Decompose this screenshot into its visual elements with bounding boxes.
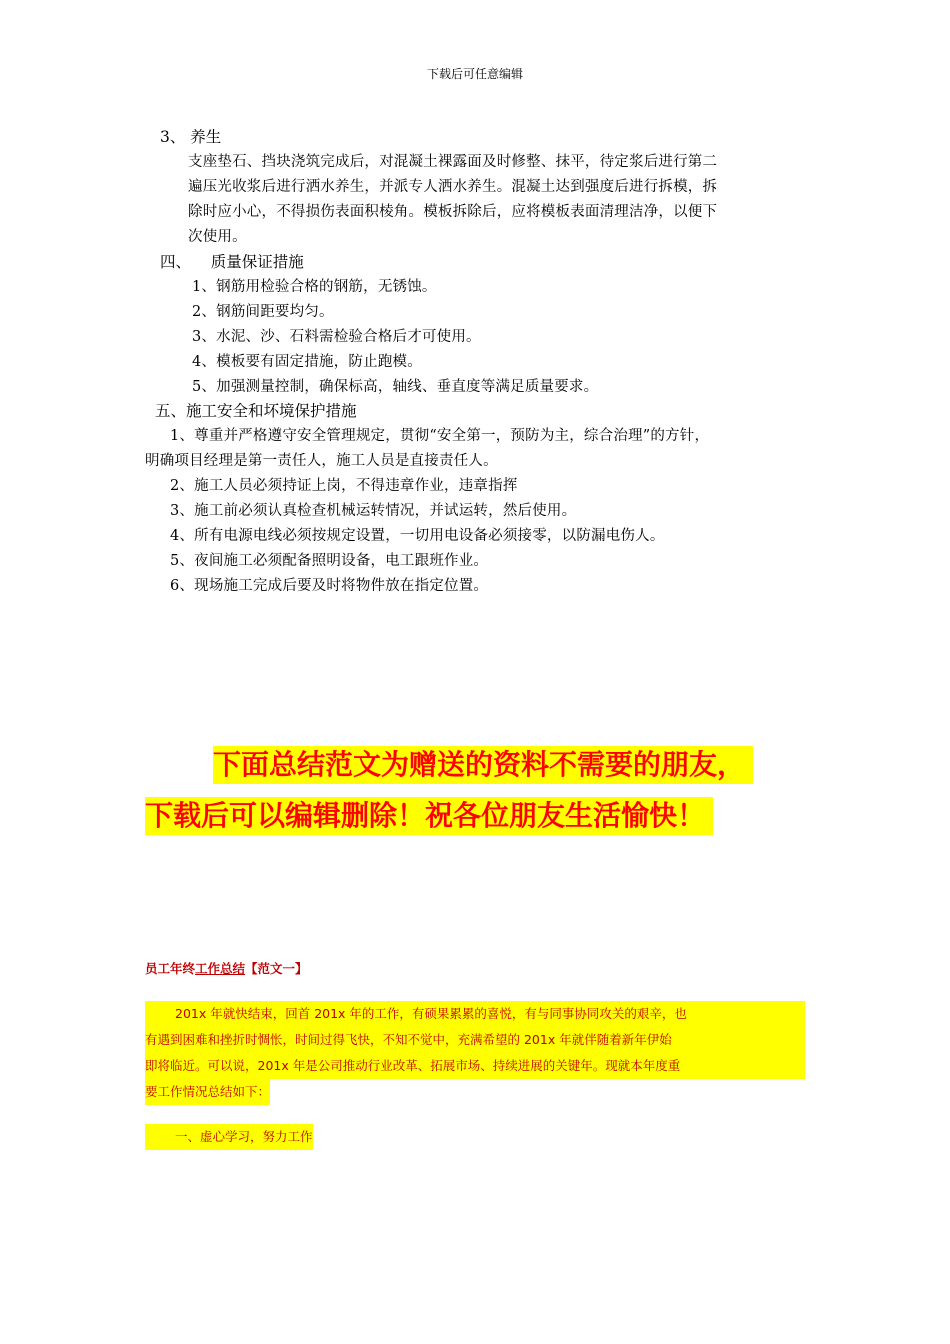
- list-item: 4、模板要有固定措施，防止跑模。: [192, 354, 422, 370]
- notice-line: 下载后可以编辑删除！祝各位朋友生活愉快！: [145, 797, 713, 835]
- paragraph-line: 除时应小心，不得损伤表面积棱角。模板拆除后，应将模板表面清理洁净，以便下: [188, 204, 718, 220]
- list-item: 6、现场施工完成后要及时将物件放在指定位置。: [170, 578, 489, 594]
- page-header: 下载后可任意编辑: [426, 67, 523, 81]
- sample-title: [145, 956, 308, 982]
- list-item: 1、钢筋用检验合格的钢筋，无锈蚀。: [192, 279, 437, 295]
- list-item: 2、钢筋间距要均匀。: [192, 304, 334, 320]
- list-item: 2、施工人员必须持证上岗，不得违章作业，违章指挥: [170, 478, 518, 494]
- section-title: 3、 养生: [160, 128, 222, 146]
- paragraph-line: 即将临近。可以说，201x 年是公司推动行业改革、拓展市场、持续进展的关键年。现就本年度重: [145, 1053, 805, 1079]
- notice-line: 下面总结范文为赠送的资料不需要的朋友，: [213, 746, 753, 784]
- sample-title-underlined: 工作总结: [195, 961, 246, 976]
- paragraph-line: 有遇到困难和挫折时惆怅，时间过得飞快，不知不觉中，充满希望的 201x 年就伴随着新年伊始: [145, 1027, 805, 1053]
- section-title: 四、 质量保证措施: [160, 253, 304, 271]
- sample-heading: 一、虚心学习，努力工作: [145, 1124, 313, 1150]
- sample-title-part: 员工年终: [145, 961, 196, 976]
- list-item: 5、加强测量控制，确保标高，轴线、垂直度等满足质量要求。: [192, 379, 599, 395]
- list-item: 4、所有电源电线必须按规定设置，一切用电设备必须接零，以防漏电伤人。: [170, 528, 665, 544]
- paragraph-line: 支座垫石、挡块浇筑完成后，对混凝土裸露面及时修整、抹平，待定浆后进行第二: [188, 154, 718, 170]
- list-item-continuation: 明确项目经理是第一责任人，施工人员是直接责任人。: [145, 453, 498, 469]
- list-item: 1、尊重并严格遵守安全管理规定，贯彻“安全第一，预防为主，综合治理”的方针，: [170, 428, 710, 444]
- paragraph-line: 次使用。: [188, 229, 247, 245]
- list-item: 5、夜间施工必须配备照明设备，电工跟班作业。: [170, 553, 489, 569]
- sample-paragraph: [145, 1001, 805, 1105]
- list-item: 3、水泥、沙、石料需检验合格后才可使用。: [192, 329, 481, 345]
- section-title: 五、施工安全和坏境保护措施: [155, 402, 357, 420]
- sample-title-part: 【范文一】: [245, 961, 308, 976]
- paragraph-line: 201x 年就快结束，回首 201x 年的工作，有硕果累累的喜悦，有与同事协同攻关的艰辛，也: [145, 1001, 805, 1027]
- list-item: 3、施工前必须认真检查机械运转情况，并试运转，然后使用。: [170, 503, 577, 519]
- paragraph-line: 遍压光收浆后进行洒水养生，并派专人洒水养生。混凝土达到强度后进行拆模，拆: [188, 179, 718, 195]
- paragraph-line: 要工作情况总结如下：: [145, 1079, 270, 1105]
